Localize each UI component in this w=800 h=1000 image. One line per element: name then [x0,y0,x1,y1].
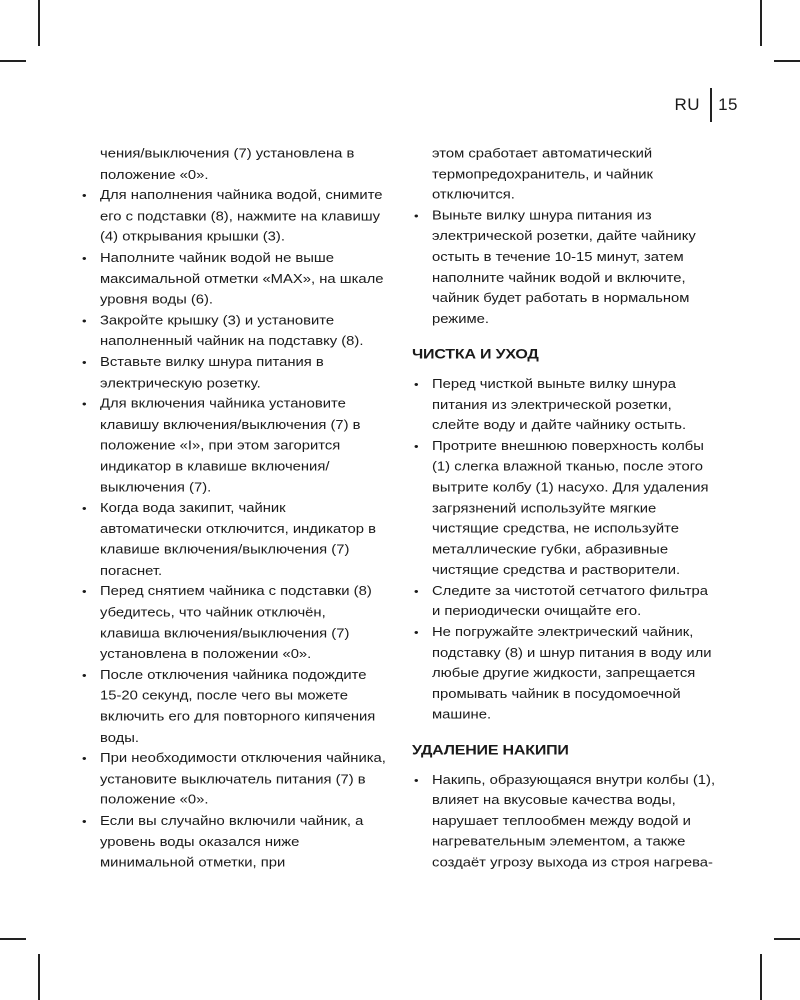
bullet-icon: • [82,501,87,515]
crop-mark-bottom-right-h [774,938,800,940]
list-item [412,206,720,330]
page-number: 15 [718,95,738,114]
continuation-text: этом сработает автоматический термопредохранитель, и чайник отключится. [432,147,654,203]
bullet-icon: • [414,209,419,223]
bullet-icon: • [82,814,87,828]
crop-mark-bottom-left-v [38,954,40,1000]
bullet-icon: • [82,251,87,265]
list-item [80,665,388,748]
bullet-icon: • [414,439,419,453]
list-item [412,770,720,873]
bullet-icon: • [82,668,87,682]
list-item-text: Перед чисткой выньте вилку шнура питания из электрической розетки, слейте воду и дайте чайнику остыть. [432,377,687,433]
crop-mark-top-right-v [760,0,762,46]
crop-mark-bottom-left-h [0,938,26,940]
list-item [80,248,388,311]
list-item-text: Для включения чайника установите клавишу включения/выключения (7) в положение «I», при этом загорится индикатор в клавише включения/выключения (7). [100,397,361,495]
bullet-icon: • [82,189,87,202]
crop-mark-top-left-h [0,60,26,62]
list-item-text: Наполните чайник водой не выше максимальной отметки «MAX», на шкале уровня воды (6). [100,251,384,307]
continuation-text: чения/выключения (7) установлена в положение «0». [100,147,355,182]
bullet-icon: • [82,397,87,411]
list-item-text: Для наполнения чайника водой, снимите его с подставки (8), нажмите на клавишу (4) открывания крышки (3). [100,189,383,245]
language-code: RU [674,95,701,114]
list-item [80,811,388,874]
instruction-list [412,206,720,330]
page-header [675,88,738,122]
list-item-text: Следите за чистотой сетчатого фильтра и периодически очищайте его. [432,584,708,619]
list-item-text: Если вы случайно включили чайник, а уровень воды оказался ниже минимальной отметки, при [100,814,364,871]
right-column [412,144,720,874]
list-item [80,353,388,395]
list-item [412,436,720,581]
list-item-text: Закройте крышку (3) и установите наполненный чайник на подставку (8). [100,314,364,349]
list-item [412,623,720,726]
bullet-icon: • [82,355,87,369]
bullet-icon: • [414,773,419,787]
crop-mark-bottom-right-v [760,954,762,1000]
list-item-text: При необходимости отключения чайника, установите выключатель питания (7) в положение «0». [100,752,386,808]
list-item [80,394,388,498]
section-title-descaling: УДАЛЕНИЕ НАКИПИ [412,743,569,758]
list-item-text: После отключения чайника подождите 15-20 секунд, после чего вы можете включить его для повторного кипячения воды. [100,668,376,745]
list-item [412,374,720,436]
section-title-cleaning: ЧИСТКА И УХОД [412,347,539,363]
bullet-icon: • [414,377,419,391]
crop-mark-top-right-h [774,60,800,62]
list-item-text: Протрите внешнюю поверхность колбы (1) слегка влажной тканью, после этого вытрите колбу (1) насухо. Для удаления загрязнений используйте мягкие чистящие средства, не используйте металлические губки, абразивные чистящие средства и растворители. [432,439,709,578]
list-item [80,311,388,353]
list-item [80,749,388,812]
list-item-text: Выньте вилку шнура питания из электрической розетки, дайте чайнику остыть в течение 10-15 минут, затем наполните чайник водой и включите, чайник будет работать в нормальном режиме. [432,209,696,327]
bullet-icon: • [82,585,87,599]
list-item-text: Не погружайте электрический чайник, подставку (8) и шнур питания в воду или любые другие жидкости, запрещается промывать чайник в посудомоечной машине. [432,625,712,723]
list-item-text: Вставьте вилку шнура питания в электрическую розетку. [100,355,324,391]
descaling-list [412,770,720,873]
list-item [80,186,388,249]
list-item-text: Накипь, образующаяся внутри колбы (1), влияет на вкусовые качества воды, нарушает теплообмен между водой и нагревательным элементом, а также создаёт угрозу выхода из строя нагрева- [432,773,716,870]
list-item-text: Перед снятием чайника с подставки (8) убедитесь, что чайник отключён, клавиша включения/выключения (7) установлена в положении «0». [100,585,372,662]
cleaning-list [412,374,720,726]
bullet-icon: • [414,625,419,639]
list-item-text: Когда вода закипит, чайник автоматически отключится, индикатор в клавише включения/выключения (7) погаснет. [100,501,376,579]
instruction-list [80,186,388,874]
list-item [412,581,720,622]
crop-mark-top-left-v [38,0,40,46]
list-item [80,582,388,665]
bullet-icon: • [82,752,87,765]
bullet-icon: • [82,314,87,327]
bullet-icon: • [414,584,419,598]
left-column [80,144,388,874]
list-item [80,499,388,582]
